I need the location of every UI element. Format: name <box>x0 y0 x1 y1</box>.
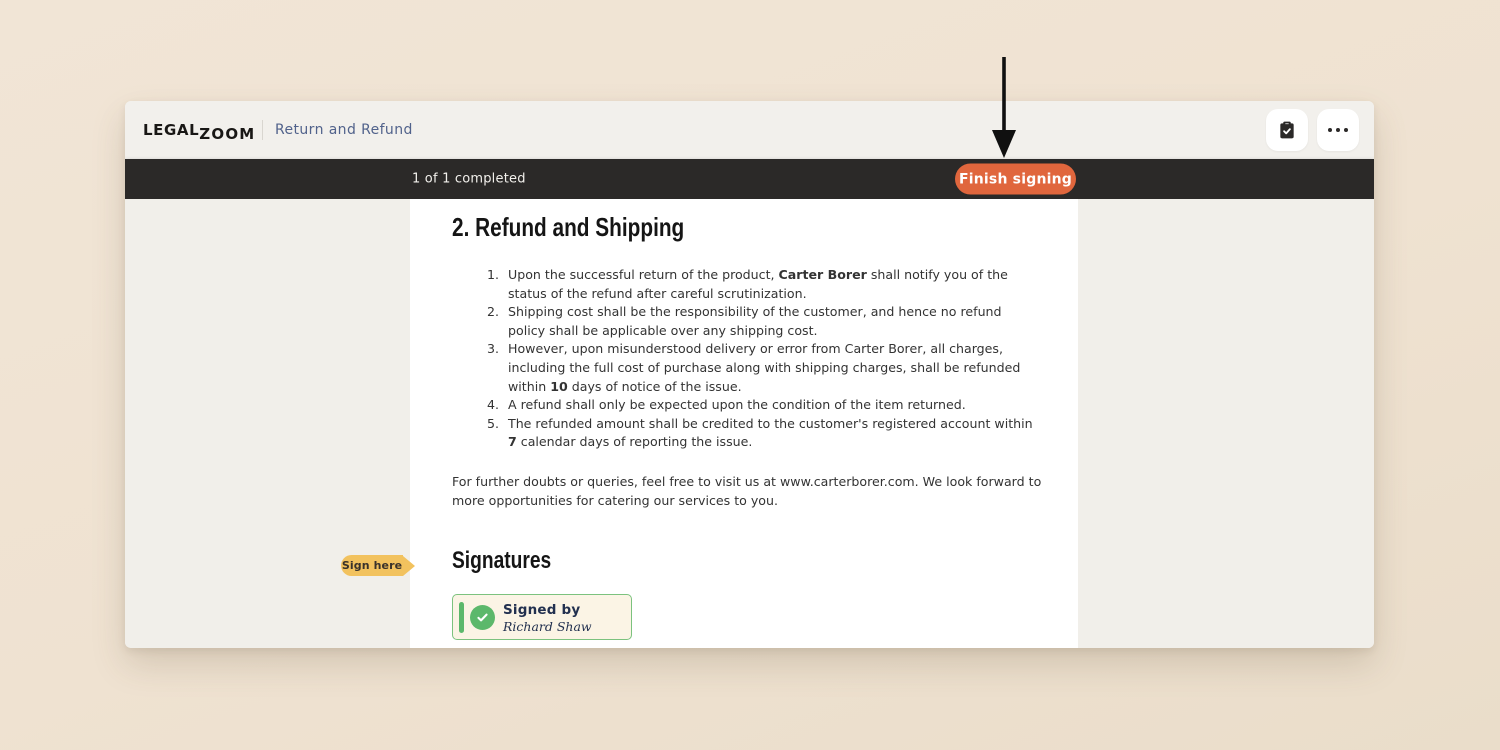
progress-status: 1 of 1 completed <box>412 171 526 187</box>
check-icon <box>470 605 495 630</box>
section-heading: 2. Refund and Shipping <box>452 212 685 242</box>
legalzoom-logo <box>143 121 256 143</box>
logo-zoom: ZOOM <box>199 125 256 143</box>
clipboard-button[interactable] <box>1266 109 1308 151</box>
document-list <box>452 266 1042 452</box>
logo-legal: LEGAL <box>143 121 200 139</box>
sign-here-label: Sign here <box>341 555 403 576</box>
signature-field[interactable] <box>452 594 632 640</box>
list-item: 4. A refund shall only be expected upon the condition of the item returned. <box>487 397 966 413</box>
list-item: 2. Shipping cost shall be the responsibility of the customer, and hence no refund policy shall be applicable over any shipping cost. <box>487 304 1002 338</box>
closing-paragraph: For further doubts or queries, feel free to visit us at www.carterborer.com. We look forward to more opportunities for catering our services to you. <box>452 473 1042 508</box>
sign-here-tag-pointer <box>403 556 415 576</box>
signed-by-label: Signed by <box>503 602 581 619</box>
document-title: Return and Refund <box>275 122 413 138</box>
signature-text <box>503 602 592 634</box>
header-divider <box>262 120 263 140</box>
signing-toolbar <box>125 159 1374 199</box>
document-page <box>410 199 1078 648</box>
more-options-button[interactable] <box>1317 109 1359 151</box>
finish-signing-button[interactable]: Finish signing <box>955 164 1076 195</box>
list-item: 1. Upon the successful return of the product, Carter Borer shall notify you of the status of the refund after careful scrutinization. <box>487 267 1008 301</box>
list-item: 3. However, upon misunderstood delivery or error from Carter Borer, all charges, including the full cost of purchase along with shipping charges, shall be refunded within 10 days of notice of the issue. <box>487 341 1021 394</box>
app-header <box>125 101 1374 159</box>
sign-here-tag[interactable] <box>341 555 415 576</box>
ellipsis-icon <box>1328 128 1348 132</box>
signing-app-window <box>125 101 1374 648</box>
clipboard-check-icon <box>1277 120 1297 140</box>
signature-accent-bar <box>459 602 464 633</box>
signatures-heading: Signatures <box>452 547 552 575</box>
signer-name: Richard Shaw <box>503 619 592 635</box>
list-item: 5. The refunded amount shall be credited to the customer's registered account within 7 calendar days of reporting the issue. <box>487 415 1033 450</box>
document-viewport <box>125 199 1374 648</box>
